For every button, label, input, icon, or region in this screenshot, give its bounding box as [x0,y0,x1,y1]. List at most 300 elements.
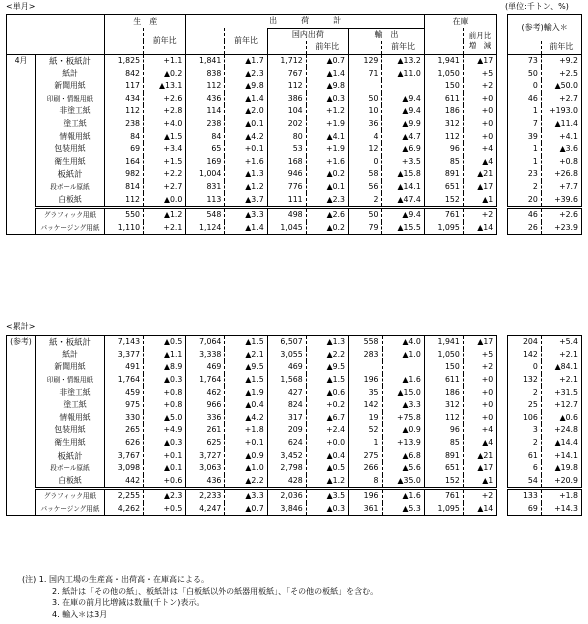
value-cell: ▲1.4 [225,93,267,106]
table-row [7,193,582,207]
value-cell: ▲0.2 [144,67,186,80]
value-cell: 2,798 [267,462,306,475]
header-yoy: 前年比 [306,41,348,54]
value-cell: ▲2.3 [144,489,186,503]
row-label: パッケージング用紙 [35,503,104,516]
value-cell: +0.1 [144,449,186,462]
row-label: 包装用紙 [35,424,104,437]
value-cell: 0 [508,361,541,374]
value-cell: +0.1 [225,143,267,156]
gap [497,130,508,143]
value-cell: 625 [186,437,225,450]
row-label: 新聞用紙 [35,361,104,374]
value-cell: 1 [508,156,541,169]
value-cell: 261 [186,424,225,437]
value-cell: ▲0.7 [306,54,348,67]
value-cell: 361 [349,503,382,516]
value-cell: ▲3.3 [382,399,424,412]
value-cell: ▲9.4 [382,105,424,118]
gap [497,424,508,437]
value-cell: ▲0.7 [225,503,267,516]
value-cell: +4 [463,424,496,437]
value-cell: +14.3 [541,503,581,516]
row-label: グラフィック用紙 [35,489,104,503]
value-cell: +2.2 [144,168,186,181]
row-label: 紙・板紙計 [35,54,104,67]
value-cell: ▲2.3 [306,193,348,207]
value-cell: ▲9.4 [382,207,424,221]
value-cell: ▲1.2 [225,181,267,194]
value-cell: ▲2.3 [225,67,267,80]
monthly-caption: <単月> [6,2,36,11]
gap [497,349,508,362]
value-cell: 56 [348,181,381,194]
value-cell: 3 [508,424,541,437]
value-cell: 53 [267,143,306,156]
row-label: 板紙計 [35,449,104,462]
gap [497,193,508,207]
value-cell: 142 [508,349,541,362]
value-cell: 84 [105,130,144,143]
value-cell: ▲2.1 [225,349,267,362]
value-cell: ▲9.9 [382,118,424,131]
value-cell: +2 [463,207,496,221]
value-cell: 761 [424,489,463,503]
value-cell: +1.8 [541,489,581,503]
row-label: 段ボール原紙 [35,181,104,194]
value-cell: 112 [267,80,306,93]
value-cell: 164 [105,156,144,169]
value-cell: 65 [186,143,225,156]
value-cell: 1,941 [424,336,463,349]
footnotes [22,574,378,620]
value-cell: +2.7 [144,181,186,194]
value-cell: 7,143 [105,336,144,349]
row-label: 紙計 [35,349,104,362]
gap [497,386,508,399]
value-cell: +193.0 [541,105,581,118]
value-cell: +0.6 [144,475,186,489]
value-cell: 1,095 [424,503,463,516]
value-cell: ▲3.5 [306,489,348,503]
value-cell: +0.1 [225,437,267,450]
gap [497,67,508,80]
row-label: 紙計 [35,67,104,80]
value-cell: 113 [186,193,225,207]
gap [497,207,508,221]
value-cell [349,361,382,374]
value-cell: +1.5 [144,156,186,169]
value-cell: +13.9 [382,437,424,450]
gap [497,168,508,181]
value-cell: 891 [424,168,463,181]
value-cell: ▲4.2 [225,130,267,143]
value-cell: +1.9 [306,118,348,131]
value-cell: ▲17 [463,54,496,67]
value-cell: ▲0.5 [144,336,186,349]
table-row [7,143,582,156]
value-cell: ▲11.0 [382,67,424,80]
value-cell: ▲50.0 [541,80,581,93]
note-3: 3. 在庫の前月比増減は数量(千トン)表示。 [52,598,205,607]
gap [497,462,508,475]
value-cell: +14.1 [541,449,581,462]
value-cell: ▲4.7 [382,130,424,143]
value-cell: 386 [267,93,306,106]
header-export: 輸 出 [348,28,424,41]
gap [497,54,508,67]
table-row [7,336,582,349]
value-cell: 6 [508,462,541,475]
value-cell: ▲1.5 [306,374,348,387]
value-cell: 651 [424,181,463,194]
value-cell: +0.2 [306,399,348,412]
value-cell: +0 [463,105,496,118]
value-cell: 2,036 [267,489,306,503]
value-cell: 459 [105,386,144,399]
value-cell: 2,255 [105,489,144,503]
header-yoy: 前年比 [541,41,581,54]
table-row [7,168,582,181]
value-cell: 80 [267,130,306,143]
value-cell: +2 [463,361,496,374]
value-cell [348,80,381,93]
gap [497,475,508,489]
value-cell: +26.8 [541,168,581,181]
value-cell: 2 [508,181,541,194]
row-label: 段ボール原紙 [35,462,104,475]
value-cell: ▲1.5 [225,374,267,387]
value-cell: ▲9.4 [382,93,424,106]
value-cell: 196 [349,489,382,503]
value-cell: ▲0.5 [306,462,348,475]
value-cell: +23.9 [541,222,581,235]
value-cell: 498 [267,207,306,221]
value-cell: +0 [463,130,496,143]
value-cell: 283 [349,349,382,362]
value-cell: 112 [186,80,225,93]
value-cell: 84 [186,130,225,143]
value-cell: 1,764 [105,374,144,387]
value-cell: 842 [105,67,144,80]
cumulative-caption: <累計> [6,322,36,331]
value-cell: 469 [267,361,306,374]
value-cell: 4,262 [105,503,144,516]
value-cell: 3,338 [186,349,225,362]
row-label: 白板紙 [35,475,104,489]
value-cell: 23 [508,168,541,181]
value-cell: ▲15.8 [382,168,424,181]
value-cell: ▲9.8 [306,80,348,93]
value-cell: ▲1.5 [225,336,267,349]
value-cell: 966 [186,399,225,412]
value-cell: 946 [267,168,306,181]
value-cell: ▲0.3 [144,374,186,387]
value-cell: 112 [105,193,144,207]
value-cell: +7.7 [541,181,581,194]
value-cell: 1 [508,105,541,118]
value-cell: +4.0 [144,118,186,131]
gap [497,503,508,516]
table-row [7,105,582,118]
note-2: 2. 紙計は「その他の紙」、板紙計は「白板紙以外の紙器用板紙」、「その他の板紙」を含む。 [52,586,379,596]
value-cell: 266 [349,462,382,475]
value-cell: ▲0.3 [306,503,348,516]
gap [497,361,508,374]
value-cell: +0.5 [144,503,186,516]
value-cell: 1,841 [186,54,225,67]
value-cell: 265 [105,424,144,437]
table-row [7,374,582,387]
value-cell: 1,050 [424,67,463,80]
value-cell: 558 [349,336,382,349]
value-cell: +2 [463,80,496,93]
value-cell: 2 [348,193,381,207]
value-cell: ▲3.7 [225,193,267,207]
header-production: 生 産 [105,15,186,29]
value-cell: 46 [508,207,541,221]
value-cell: ▲13.2 [382,54,424,67]
header-blank [508,41,541,54]
value-cell: 776 [267,181,306,194]
value-cell: 824 [267,399,306,412]
value-cell: +2.6 [541,207,581,221]
value-cell: 186 [424,105,463,118]
value-cell: ▲21 [463,449,496,462]
value-cell: 73 [508,54,541,67]
value-cell: 3,098 [105,462,144,475]
header-blank [267,41,306,54]
value-cell: ▲11.4 [541,118,581,131]
table-row [7,399,582,412]
value-cell: ▲0.1 [144,462,186,475]
value-cell: ▲14 [463,222,496,235]
value-cell: 312 [424,118,463,131]
value-cell: ▲1.6 [382,489,424,503]
value-cell: ▲0.9 [382,424,424,437]
value-cell: +0 [463,412,496,425]
value-cell: 626 [105,437,144,450]
gap [497,399,508,412]
table-row [7,207,582,221]
value-cell: 2 [508,437,541,450]
value-cell: 69 [508,503,541,516]
value-cell: 428 [267,475,306,489]
value-cell: ▲1.2 [306,475,348,489]
value-cell: 114 [186,105,225,118]
value-cell: ▲1.5 [144,130,186,143]
value-cell: ▲19.8 [541,462,581,475]
value-cell: 3,377 [105,349,144,362]
value-cell: ▲3.3 [225,207,267,221]
value-cell: ▲8.9 [144,361,186,374]
value-cell: 4,247 [186,503,225,516]
value-cell: ▲6.7 [306,412,348,425]
value-cell: 838 [186,67,225,80]
value-cell: 50 [348,207,381,221]
value-cell: 150 [424,80,463,93]
value-cell: +4 [463,143,496,156]
value-cell: 142 [349,399,382,412]
value-cell: ▲1.4 [306,67,348,80]
table-row [7,93,582,106]
value-cell: 25 [508,399,541,412]
value-cell: 814 [105,181,144,194]
value-cell: +0.8 [144,386,186,399]
value-cell: ▲5.6 [382,462,424,475]
value-cell: 330 [105,412,144,425]
value-cell: 317 [267,412,306,425]
gap [497,437,508,450]
value-cell: 3,063 [186,462,225,475]
value-cell: +2.1 [541,349,581,362]
value-cell: ▲0.4 [225,399,267,412]
value-cell: ▲3.3 [225,489,267,503]
value-cell: +2.7 [541,93,581,106]
value-cell: 168 [267,156,306,169]
value-cell: 2,233 [186,489,225,503]
value-cell: 20 [508,193,541,207]
value-cell: 104 [267,105,306,118]
value-cell: 129 [348,54,381,67]
value-cell: ▲14.1 [382,181,424,194]
value-cell: +4.9 [144,424,186,437]
value-cell: 112 [105,105,144,118]
value-cell: 1 [349,437,382,450]
table-row [7,437,582,450]
value-cell: +39.6 [541,193,581,207]
value-cell: ▲1.7 [225,54,267,67]
value-cell: ▲4 [463,156,496,169]
value-cell: 117 [105,80,144,93]
value-cell: 202 [267,118,306,131]
value-cell: 186 [424,386,463,399]
value-cell: +0.0 [306,437,348,450]
gap [497,489,508,503]
value-cell: 150 [424,361,463,374]
value-cell: 491 [105,361,144,374]
value-cell: 982 [105,168,144,181]
value-cell: ▲5.3 [382,503,424,516]
value-cell: 275 [349,449,382,462]
value-cell: +0 [463,386,496,399]
value-cell: 831 [186,181,225,194]
value-cell: +0 [463,93,496,106]
value-cell: ▲13.1 [144,80,186,93]
value-cell: 35 [349,386,382,399]
table-row [7,489,582,503]
value-cell: 112 [424,130,463,143]
value-cell: ▲0.6 [541,412,581,425]
value-cell: +9.2 [541,54,581,67]
value-cell: +12.7 [541,399,581,412]
value-cell: 1,825 [105,54,144,67]
value-cell: 0 [508,80,541,93]
gap [497,118,508,131]
value-cell: 79 [348,222,381,235]
value-cell: +5.4 [541,336,581,349]
value-cell: ▲6.8 [382,449,424,462]
value-cell: 1,095 [424,222,463,235]
gap [497,93,508,106]
header-yoy: 前年比 [382,41,424,54]
header-blank [186,28,225,54]
row-label: 衛生用紙 [35,437,104,450]
row-label: 白板紙 [35,193,104,207]
row-label: 情報用紙 [35,412,104,425]
value-cell: ▲0.1 [225,118,267,131]
value-cell: 0 [348,156,381,169]
value-cell: ▲4.0 [382,336,424,349]
value-cell: 209 [267,424,306,437]
header-domestic: 国内出荷 [267,28,348,41]
header-blank [348,41,381,54]
value-cell: ▲17 [463,336,496,349]
gap [497,15,508,55]
value-cell: ▲2.6 [306,207,348,221]
value-cell: 26 [508,222,541,235]
value-cell: ▲0.6 [306,386,348,399]
value-cell: ▲9.8 [225,80,267,93]
value-cell: +2.8 [144,105,186,118]
value-cell [382,361,424,374]
value-cell: 85 [424,437,463,450]
row-label: 印刷・情報用紙 [35,93,104,106]
value-cell: 58 [348,168,381,181]
value-cell: 96 [424,424,463,437]
value-cell: 69 [105,143,144,156]
value-cell: ▲0.2 [306,222,348,235]
value-cell: 238 [105,118,144,131]
header-blank [424,28,463,54]
section-label: (参考) [7,336,36,516]
value-cell: 1,045 [267,222,306,235]
value-cell: +0.8 [144,399,186,412]
value-cell: ▲1.9 [225,386,267,399]
header-yoy: 前年比 [144,28,186,54]
value-cell: +2.1 [144,222,186,235]
value-cell: +2.4 [306,424,348,437]
gap [497,156,508,169]
value-cell: ▲1.3 [225,168,267,181]
value-cell: 548 [186,207,225,221]
table-row [7,118,582,131]
table-row [7,462,582,475]
value-cell: 10 [348,105,381,118]
gap [497,80,508,93]
value-cell: +2.1 [541,374,581,387]
value-cell: 196 [349,374,382,387]
value-cell: 1,110 [105,222,144,235]
value-cell: 61 [508,449,541,462]
value-cell: 112 [424,412,463,425]
gap [497,412,508,425]
value-cell: 152 [424,475,463,489]
value-cell: ▲3.6 [541,143,581,156]
row-label: 塗工紙 [35,399,104,412]
value-cell: 96 [424,143,463,156]
table-row [7,181,582,194]
value-cell: +5 [463,67,496,80]
value-cell: 54 [508,475,541,489]
value-cell: ▲0.3 [306,93,348,106]
value-cell: ▲1.6 [382,374,424,387]
value-cell: 6,507 [267,336,306,349]
value-cell: 442 [105,475,144,489]
value-cell: +3.4 [144,143,186,156]
value-cell: ▲0.2 [306,168,348,181]
row-label: パッケージング用紙 [35,222,104,235]
